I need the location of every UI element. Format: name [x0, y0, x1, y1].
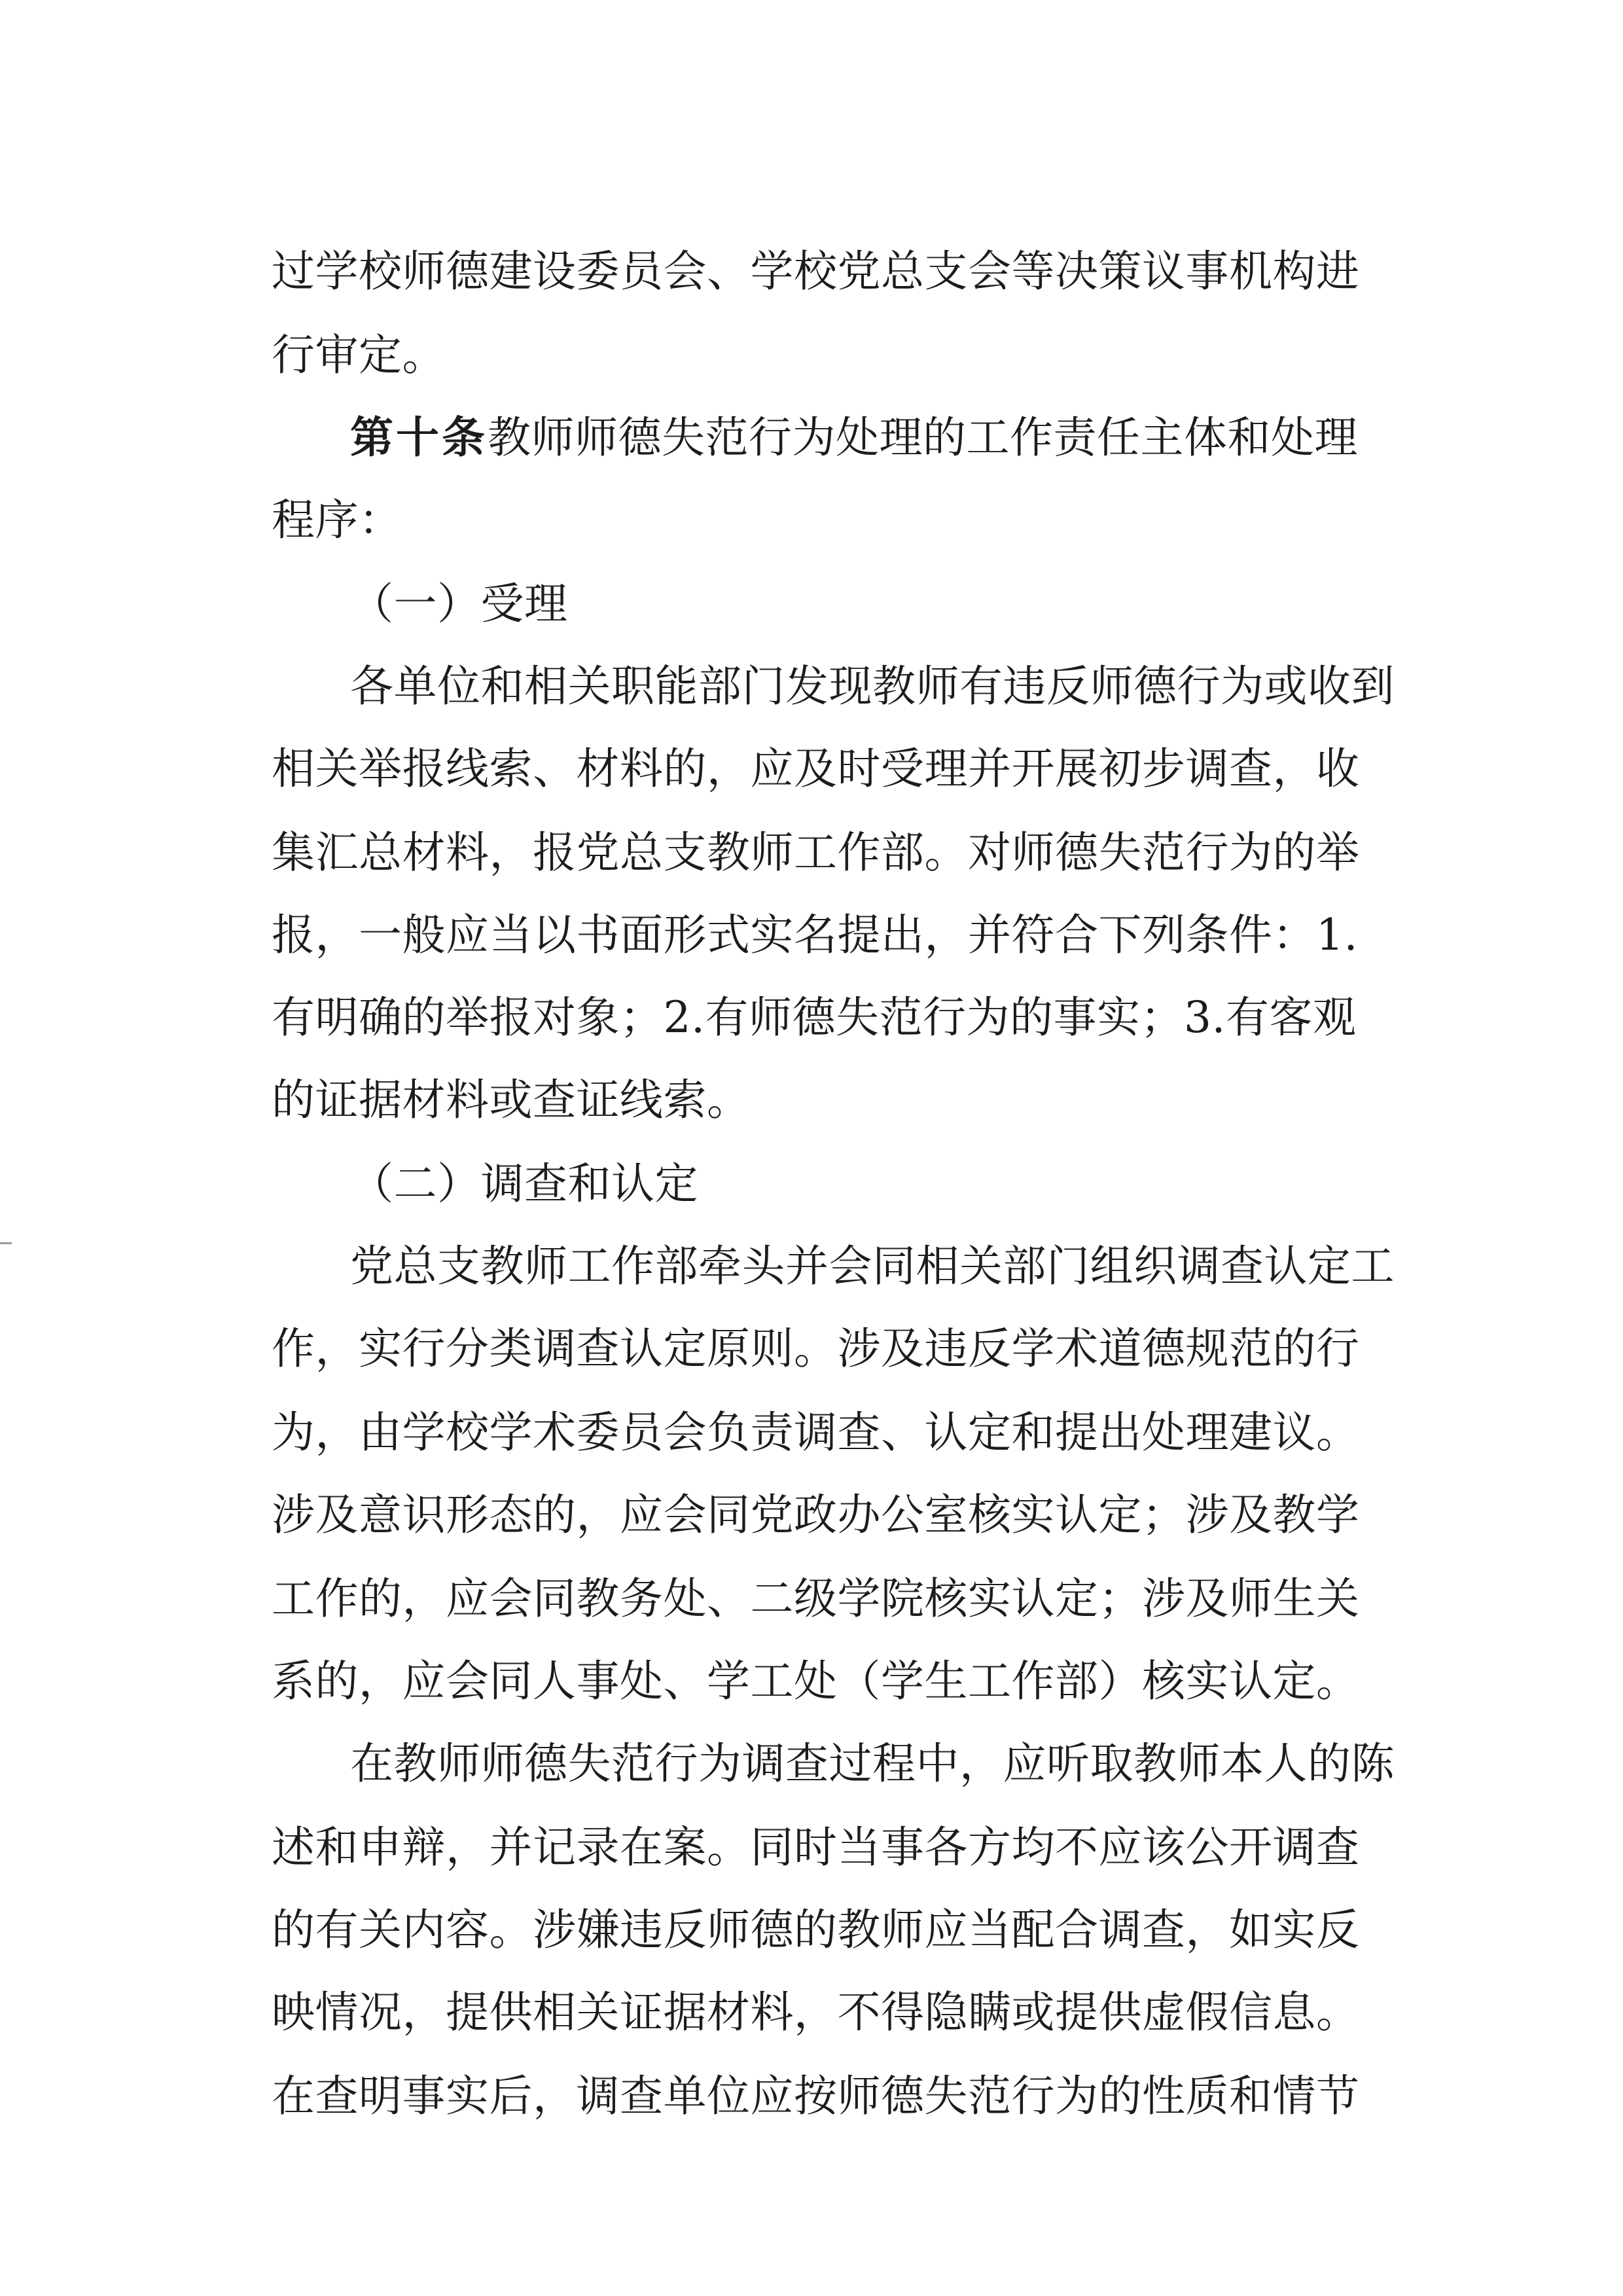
body-line: 作，实行分类调查认定原则。涉及违反学术道德规范的行: [272, 1323, 1360, 1374]
body-line: 映情况，提供相关证据材料，不得隐瞒或提供虚假信息。: [272, 1987, 1360, 2037]
body-line: 报，一般应当以书面形式实名提出，并符合下列条件：1.: [272, 910, 1358, 960]
body-line: 相关举报线索、材料的，应及时受理并开展初步调查，收: [272, 744, 1360, 794]
section-heading: （二）调查和认定: [350, 1158, 698, 1209]
article-heading-line: [0, 395, 1623, 480]
body-line: 各单位和相关职能部门发现教师有违反师德行为或收到: [350, 661, 1395, 711]
section-heading: （一）受理: [350, 579, 568, 629]
body-line: 过学校师德建设委员会、学校党总支会等决策议事机构进: [272, 246, 1360, 296]
binding-edge-mark: [0, 1242, 12, 1244]
article-heading-text: 教师师德失范行为处理的工作责任主体和处理: [488, 412, 1358, 463]
body-line: 涉及意识形态的，应会同党政办公室核实认定；涉及教学: [272, 1490, 1360, 1540]
body-line: 的证据材料或查证线索。: [272, 1075, 751, 1125]
body-line: 程序：: [272, 495, 402, 545]
body-line: 的有关内容。涉嫌违反师德的教师应当配合调查，如实反: [272, 1905, 1360, 1955]
body-line: 在教师师德失范行为调查过程中，应听取教师本人的陈: [350, 1738, 1395, 1789]
body-line: 有明确的举报对象；2.有师德失范行为的事实；3.有客观: [272, 992, 1357, 1043]
body-line: 工作的，应会同教务处、二级学院核实认定；涉及师生关: [272, 1573, 1360, 1624]
body-line: 述和申辩，并记录在案。同时当事各方均不应该公开调查: [272, 1822, 1360, 1873]
body-line: 党总支教师工作部牵头并会同相关部门组织调查认定工: [350, 1241, 1395, 1291]
body-line: 在查明事实后，调查单位应按师德失范行为的性质和情节: [272, 2071, 1360, 2121]
body-line: 为，由学校学术委员会负责调查、认定和提出处理建议。: [272, 1407, 1360, 1458]
body-line: 集汇总材料，报党总支教师工作部。对师德失范行为的举: [272, 827, 1360, 878]
body-line: 行审定。: [272, 330, 446, 380]
body-line: 系的，应会同人事处、学工处（学生工作部）核实认定。: [272, 1656, 1360, 1706]
article-label: 第十条: [350, 412, 488, 463]
